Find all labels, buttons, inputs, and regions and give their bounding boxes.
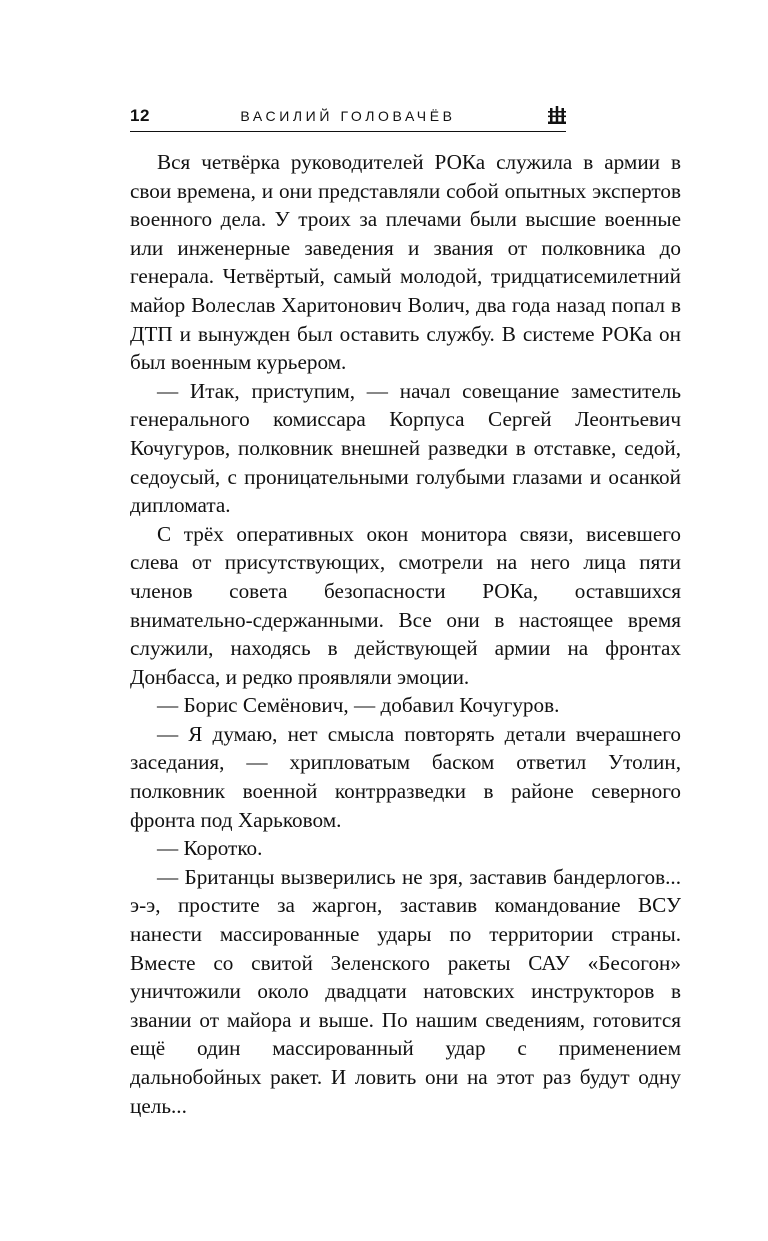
page-header: [130, 104, 566, 132]
body-text: [130, 148, 681, 1120]
paragraph: Вся четвёрка руководителей РОКа служила в армии в свои времена, и они представляли собой опытных экспертов военного дела. У троих за плечами были высшие военные или инженерные заведения и звания от полковника до генерала. Четвёртый, самый молодой, тридцатисемилетний майор Волеслав Харитонович Волич, два года назад попал в ДТП и вынужден был оставить службу. В системе РОКа он был военным курьером.: [130, 150, 681, 375]
page-number: 12: [130, 106, 150, 125]
paragraph: — Я думаю, нет смысла повторять детали вчерашнего заседания, — хрипловатым баском ответил Утолин, полковник военной контрразведки в районе северного фронта под Харьковом.: [130, 721, 681, 832]
paragraph: — Борис Семёнович, — добавил Кочугуров.: [157, 693, 560, 718]
paragraph: — Британцы вызверились не зря, заставив бандерлогов... э-э, простите за жаргон, заставив командование ВСУ нанести массированные удары по территории страны. Вместе со свитой Зеленского ракеты САУ «Бесогон» уничтожили около двадцати натовских инструкторов в звании от майора и выше. По нашим сведениям, готовится ещё один массированный удар с применением дальнобойных ракет. И ловить они на этот раз будут одну цель...: [130, 864, 681, 1118]
paragraph: — Итак, приступим, — начал совещание заместитель генерального комиссара Корпуса Сергей Леонтьевич Кочугуров, полковник внешней разведки в отставке, седой, седоусый, с проницательными голубыми глазами и осанкой дипломата.: [130, 378, 681, 518]
header-rule: [130, 131, 566, 132]
publisher-logo-icon: [548, 106, 566, 124]
paragraph: С трёх оперативных окон монитора связи, висевшего слева от присутствующих, смотрели на него лица пяти членов совета безопасности РОКа, оставшихся внимательно-сдержанными. Все они в настоящее время служили, находясь в действующей армии на фронтах Донбасса, и редко проявляли эмоции.: [130, 521, 681, 689]
paragraph: — Коротко.: [157, 836, 263, 861]
running-head-author: ВАСИЛИЙ ГОЛОВАЧЁВ: [240, 108, 456, 124]
